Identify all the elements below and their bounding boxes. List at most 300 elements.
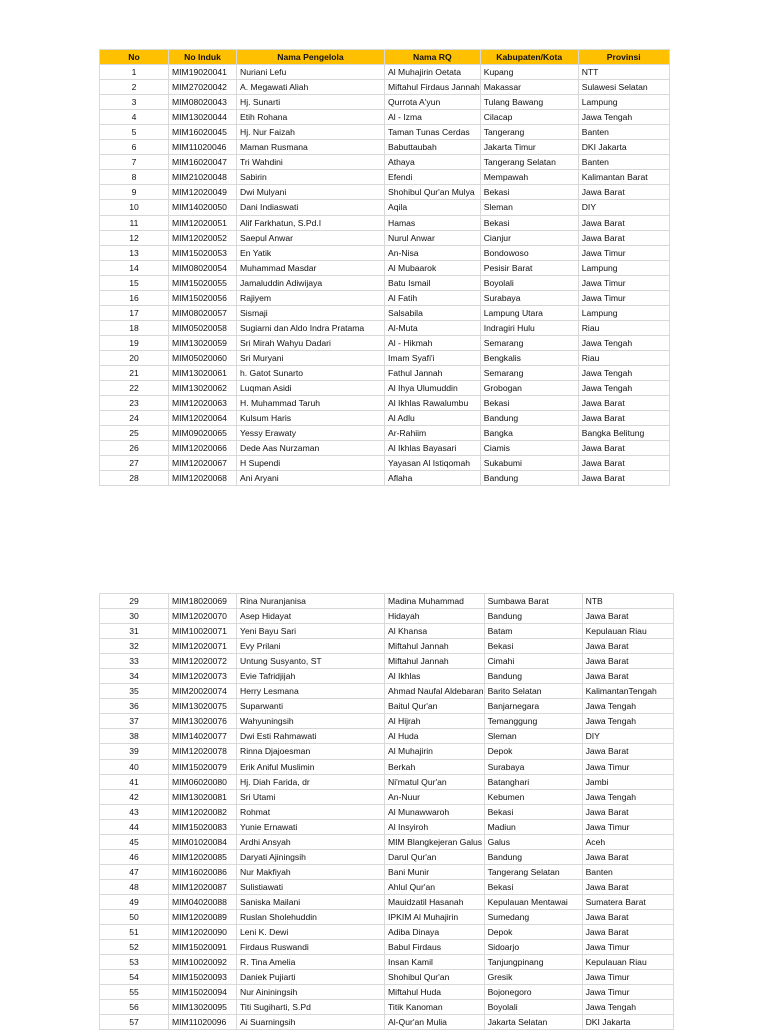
table-row	[100, 365, 670, 380]
cell-kabupaten-kota: Indragiri Hulu	[480, 320, 578, 335]
table-row	[100, 654, 674, 669]
cell-nama-rq: Adiba Dinaya	[385, 925, 485, 940]
cell-no-induk: MIM12020072	[169, 654, 237, 669]
cell-no: 54	[100, 970, 169, 985]
cell-no: 30	[100, 609, 169, 624]
cell-nama-pengelola: Rohmat	[237, 804, 385, 819]
table-row	[100, 471, 670, 486]
cell-provinsi: Jawa Timur	[578, 290, 669, 305]
table-row	[100, 925, 674, 940]
cell-no-induk: MIM05020058	[169, 320, 237, 335]
cell-no: 16	[100, 290, 169, 305]
cell-provinsi: Jawa Barat	[582, 849, 673, 864]
cell-provinsi: Lampung	[578, 260, 669, 275]
cell-nama-rq: Bani Munir	[385, 864, 485, 879]
cell-kabupaten-kota: Depok	[484, 744, 582, 759]
cell-provinsi: Jawa Tengah	[578, 365, 669, 380]
cell-provinsi: Jawa Tengah	[578, 110, 669, 125]
cell-kabupaten-kota: Sleman	[480, 200, 578, 215]
cell-no-induk: MIM15020094	[169, 985, 237, 1000]
cell-nama-pengelola: Sismaji	[237, 305, 385, 320]
table-row	[100, 215, 670, 230]
cell-provinsi: Jawa Barat	[582, 879, 673, 894]
header-nama-rq: Nama RQ	[385, 50, 481, 65]
table-row	[100, 411, 670, 426]
cell-nama-pengelola: Sabirin	[237, 170, 385, 185]
cell-kabupaten-kota: Boyolali	[484, 1000, 582, 1015]
cell-nama-rq: Taman Tunas Cerdas	[385, 125, 481, 140]
cell-nama-pengelola: H. Muhammad Taruh	[237, 396, 385, 411]
cell-no-induk: MIM06020080	[169, 774, 237, 789]
cell-nama-rq: Hamas	[385, 215, 481, 230]
cell-provinsi: Bangka Belitung	[578, 426, 669, 441]
cell-nama-pengelola: Saniska Mailani	[237, 894, 385, 909]
cell-nama-rq: Salsabila	[385, 305, 481, 320]
cell-no-induk: MIM12020052	[169, 230, 237, 245]
cell-kabupaten-kota: Bekasi	[484, 804, 582, 819]
table-row	[100, 95, 670, 110]
cell-provinsi: Jawa Timur	[582, 985, 673, 1000]
cell-kabupaten-kota: Kupang	[480, 65, 578, 80]
cell-provinsi: Lampung	[578, 305, 669, 320]
cell-no: 6	[100, 140, 169, 155]
header-provinsi: Provinsi	[578, 50, 669, 65]
cell-nama-pengelola: Yunie Ernawati	[237, 819, 385, 834]
cell-provinsi: Jawa Tengah	[582, 699, 673, 714]
cell-no-induk: MIM01020084	[169, 834, 237, 849]
cell-kabupaten-kota: Batam	[484, 624, 582, 639]
cell-kabupaten-kota: Tangerang Selatan	[484, 864, 582, 879]
cell-no: 50	[100, 909, 169, 924]
table-row	[100, 170, 670, 185]
cell-nama-pengelola: Sri Mirah Wahyu Dadari	[237, 335, 385, 350]
cell-provinsi: Sumatera Barat	[582, 894, 673, 909]
cell-kabupaten-kota: Tanjungpinang	[484, 955, 582, 970]
cell-nama-pengelola: Evie Tafridjijah	[237, 669, 385, 684]
cell-no-induk: MIM15020079	[169, 759, 237, 774]
cell-nama-pengelola: Leni K. Dewi	[237, 925, 385, 940]
cell-kabupaten-kota: Kebumen	[484, 789, 582, 804]
table-row	[100, 185, 670, 200]
table-row	[100, 594, 674, 609]
table-row	[100, 110, 670, 125]
cell-nama-pengelola: Hj. Diah Farida, dr	[237, 774, 385, 789]
cell-nama-rq: An-Nisa	[385, 245, 481, 260]
cell-nama-pengelola: Ani Aryani	[237, 471, 385, 486]
cell-provinsi: Jawa Barat	[578, 441, 669, 456]
cell-provinsi: Jawa Barat	[582, 744, 673, 759]
cell-nama-pengelola: Kulsum Haris	[237, 411, 385, 426]
cell-no: 20	[100, 350, 169, 365]
cell-no-induk: MIM13020044	[169, 110, 237, 125]
table-row	[100, 1015, 674, 1030]
cell-provinsi: Jawa Tengah	[578, 381, 669, 396]
cell-nama-rq: Al Huda	[385, 729, 485, 744]
cell-kabupaten-kota: Semarang	[480, 365, 578, 380]
table-row	[100, 864, 674, 879]
cell-kabupaten-kota: Bandung	[484, 669, 582, 684]
cell-no: 34	[100, 669, 169, 684]
header-kabupaten-kota: Kabupaten/Kota	[480, 50, 578, 65]
cell-no: 53	[100, 955, 169, 970]
cell-kabupaten-kota: Bekasi	[480, 396, 578, 411]
cell-provinsi: DIY	[578, 200, 669, 215]
cell-no-induk: MIM21020048	[169, 170, 237, 185]
cell-kabupaten-kota: Bandung	[484, 849, 582, 864]
cell-provinsi: Jawa Barat	[578, 396, 669, 411]
cell-kabupaten-kota: Makassar	[480, 80, 578, 95]
cell-provinsi: Jawa Timur	[578, 275, 669, 290]
cell-no: 11	[100, 215, 169, 230]
cell-nama-rq: IPKIM Al Muhajirin	[385, 909, 485, 924]
cell-no: 45	[100, 834, 169, 849]
cell-provinsi: NTB	[582, 594, 673, 609]
cell-nama-rq: Babul Firdaus	[385, 940, 485, 955]
cell-kabupaten-kota: Temanggung	[484, 714, 582, 729]
cell-no-induk: MIM12020089	[169, 909, 237, 924]
cell-nama-pengelola: Rajiyem	[237, 290, 385, 305]
table-row	[100, 1000, 674, 1015]
cell-nama-rq: Shohibul Qur'an	[385, 970, 485, 985]
cell-no-induk: MIM15020053	[169, 245, 237, 260]
cell-no: 29	[100, 594, 169, 609]
cell-kabupaten-kota: Galus	[484, 834, 582, 849]
cell-nama-pengelola: Ruslan Sholehuddin	[237, 909, 385, 924]
cell-nama-pengelola: Sri Muryani	[237, 350, 385, 365]
cell-nama-rq: Al Munawwaroh	[385, 804, 485, 819]
cell-provinsi: Jawa Barat	[582, 669, 673, 684]
table-row	[100, 335, 670, 350]
cell-provinsi: Kalimantan Barat	[578, 170, 669, 185]
cell-no-induk: MIM13020061	[169, 365, 237, 380]
data-table-page-2	[99, 593, 674, 1030]
table-row	[100, 245, 670, 260]
cell-no: 42	[100, 789, 169, 804]
cell-nama-pengelola: Herry Lesmana	[237, 684, 385, 699]
table-row	[100, 849, 674, 864]
cell-kabupaten-kota: Tangerang Selatan	[480, 155, 578, 170]
cell-no: 49	[100, 894, 169, 909]
table-body-page-1	[100, 65, 670, 486]
cell-no: 48	[100, 879, 169, 894]
cell-nama-rq: Batu Ismail	[385, 275, 481, 290]
cell-provinsi: Jawa Barat	[578, 230, 669, 245]
cell-no-induk: MIM12020068	[169, 471, 237, 486]
cell-no-induk: MIM05020060	[169, 350, 237, 365]
cell-no-induk: MIM19020041	[169, 65, 237, 80]
table-row	[100, 940, 674, 955]
cell-no-induk: MIM13020081	[169, 789, 237, 804]
cell-nama-pengelola: Evy Prilani	[237, 639, 385, 654]
cell-nama-rq: Aflaha	[385, 471, 481, 486]
cell-nama-rq: Al Ikhlas Bayasari	[385, 441, 481, 456]
cell-nama-pengelola: Hj. Sunarti	[237, 95, 385, 110]
cell-nama-rq: Babuttaubah	[385, 140, 481, 155]
cell-provinsi: Jawa Barat	[578, 411, 669, 426]
table-row	[100, 381, 670, 396]
cell-nama-pengelola: Sugiarni dan Aldo Indra Pratama	[237, 320, 385, 335]
table-row	[100, 275, 670, 290]
cell-nama-pengelola: Dede Aas Nurzaman	[237, 441, 385, 456]
table-row	[100, 125, 670, 140]
cell-no-induk: MIM11020096	[169, 1015, 237, 1030]
cell-kabupaten-kota: Cimahi	[484, 654, 582, 669]
cell-no: 43	[100, 804, 169, 819]
cell-nama-pengelola: Daryati Ajiningsih	[237, 849, 385, 864]
cell-nama-rq: Yayasan Al Istiqomah	[385, 456, 481, 471]
cell-kabupaten-kota: Bekasi	[480, 185, 578, 200]
table-header-row	[100, 50, 670, 65]
cell-nama-rq: Miftahul Jannah	[385, 654, 485, 669]
cell-kabupaten-kota: Bekasi	[484, 639, 582, 654]
cell-provinsi: Jawa Barat	[582, 804, 673, 819]
cell-no: 18	[100, 320, 169, 335]
table-row	[100, 441, 670, 456]
cell-nama-rq: Al - Izma	[385, 110, 481, 125]
cell-no: 1	[100, 65, 169, 80]
table-row	[100, 609, 674, 624]
table-row	[100, 426, 670, 441]
cell-kabupaten-kota: Semarang	[480, 335, 578, 350]
cell-nama-pengelola: Firdaus Ruswandi	[237, 940, 385, 955]
cell-nama-pengelola: Ai Suarningsih	[237, 1015, 385, 1030]
cell-kabupaten-kota: Sidoarjo	[484, 940, 582, 955]
cell-no: 24	[100, 411, 169, 426]
cell-provinsi: Jawa Barat	[578, 471, 669, 486]
cell-no-induk: MIM13020095	[169, 1000, 237, 1015]
cell-nama-rq: Imam Syafi'i	[385, 350, 481, 365]
cell-kabupaten-kota: Barito Selatan	[484, 684, 582, 699]
cell-no: 25	[100, 426, 169, 441]
cell-kabupaten-kota: Lampung Utara	[480, 305, 578, 320]
cell-nama-rq: Al Ikhlas Rawalumbu	[385, 396, 481, 411]
cell-kabupaten-kota: Gresik	[484, 970, 582, 985]
header-nama-pengelola: Nama Pengelola	[237, 50, 385, 65]
cell-nama-pengelola: Hj. Nur Faizah	[237, 125, 385, 140]
cell-no: 23	[100, 396, 169, 411]
cell-no: 28	[100, 471, 169, 486]
cell-no: 35	[100, 684, 169, 699]
cell-nama-pengelola: Nuriani Lefu	[237, 65, 385, 80]
table-row	[100, 155, 670, 170]
table-row	[100, 456, 670, 471]
cell-provinsi: Jawa Tengah	[578, 335, 669, 350]
cell-kabupaten-kota: Boyolali	[480, 275, 578, 290]
cell-kabupaten-kota: Mempawah	[480, 170, 578, 185]
cell-nama-rq: Al - Hikmah	[385, 335, 481, 350]
cell-no: 46	[100, 849, 169, 864]
cell-kabupaten-kota: Sleman	[484, 729, 582, 744]
cell-no: 38	[100, 729, 169, 744]
cell-nama-pengelola: Dwi Esti Rahmawati	[237, 729, 385, 744]
cell-no-induk: MIM04020088	[169, 894, 237, 909]
table-row	[100, 819, 674, 834]
cell-no: 39	[100, 744, 169, 759]
table-row	[100, 834, 674, 849]
cell-nama-pengelola: Erik Aniful Muslimin	[237, 759, 385, 774]
table-row	[100, 684, 674, 699]
cell-kabupaten-kota: Sukabumi	[480, 456, 578, 471]
cell-provinsi: Jawa Barat	[578, 185, 669, 200]
cell-no: 5	[100, 125, 169, 140]
cell-no: 21	[100, 365, 169, 380]
cell-nama-rq: Al Fatih	[385, 290, 481, 305]
cell-provinsi: Jawa Barat	[578, 456, 669, 471]
cell-nama-rq: Ahmad Naufal Aldebaran	[385, 684, 485, 699]
table-row	[100, 894, 674, 909]
cell-provinsi: Sulawesi Selatan	[578, 80, 669, 95]
cell-nama-rq: Darul Qur'an	[385, 849, 485, 864]
cell-no: 15	[100, 275, 169, 290]
table-row	[100, 955, 674, 970]
cell-nama-pengelola: H Supendi	[237, 456, 385, 471]
table-row	[100, 669, 674, 684]
cell-nama-rq: Al Mubaarok	[385, 260, 481, 275]
table-row	[100, 624, 674, 639]
cell-no-induk: MIM12020070	[169, 609, 237, 624]
cell-provinsi: Lampung	[578, 95, 669, 110]
cell-kabupaten-kota: Jakarta Timur	[480, 140, 578, 155]
table-row	[100, 714, 674, 729]
cell-nama-rq: Fathul Jannah	[385, 365, 481, 380]
cell-nama-rq: Baitul Qur'an	[385, 699, 485, 714]
cell-provinsi: DIY	[582, 729, 673, 744]
cell-kabupaten-kota: Pesisir Barat	[480, 260, 578, 275]
cell-no-induk: MIM08020057	[169, 305, 237, 320]
cell-no-induk: MIM12020049	[169, 185, 237, 200]
cell-kabupaten-kota: Bekasi	[480, 215, 578, 230]
data-table-page-1	[99, 49, 670, 486]
cell-no-induk: MIM13020059	[169, 335, 237, 350]
table-row	[100, 729, 674, 744]
cell-no: 32	[100, 639, 169, 654]
cell-no-induk: MIM12020066	[169, 441, 237, 456]
cell-no-induk: MIM18020069	[169, 594, 237, 609]
cell-provinsi: Kepulauan Riau	[582, 624, 673, 639]
cell-provinsi: NTT	[578, 65, 669, 80]
table-row	[100, 639, 674, 654]
cell-nama-pengelola: Muhammad Masdar	[237, 260, 385, 275]
cell-no: 19	[100, 335, 169, 350]
cell-nama-pengelola: Rinna Djajoesman	[237, 744, 385, 759]
cell-nama-pengelola: En Yatik	[237, 245, 385, 260]
cell-kabupaten-kota: Cianjur	[480, 230, 578, 245]
cell-no: 14	[100, 260, 169, 275]
cell-nama-rq: Ahlul Qur'an	[385, 879, 485, 894]
cell-kabupaten-kota: Bangka	[480, 426, 578, 441]
table-row	[100, 260, 670, 275]
cell-kabupaten-kota: Surabaya	[480, 290, 578, 305]
cell-no: 26	[100, 441, 169, 456]
cell-no: 2	[100, 80, 169, 95]
cell-kabupaten-kota: Bandung	[480, 471, 578, 486]
cell-no: 47	[100, 864, 169, 879]
cell-provinsi: Jawa Timur	[582, 819, 673, 834]
cell-nama-pengelola: Yessy Erawaty	[237, 426, 385, 441]
cell-no-induk: MIM15020091	[169, 940, 237, 955]
cell-nama-pengelola: Ardhi Ansyah	[237, 834, 385, 849]
table-row	[100, 744, 674, 759]
cell-kabupaten-kota: Jakarta Selatan	[484, 1015, 582, 1030]
cell-no: 37	[100, 714, 169, 729]
table-row	[100, 970, 674, 985]
cell-nama-rq: Aqila	[385, 200, 481, 215]
cell-nama-rq: Al Hijrah	[385, 714, 485, 729]
cell-provinsi: Jawa Timur	[582, 970, 673, 985]
cell-nama-rq: MIM Blangkejeran Galus	[385, 834, 485, 849]
cell-nama-pengelola: Suparwanti	[237, 699, 385, 714]
cell-nama-rq: Al Ikhlas	[385, 669, 485, 684]
cell-provinsi: Jawa Barat	[582, 639, 673, 654]
cell-nama-rq: Mauidzatil Hasanah	[385, 894, 485, 909]
cell-nama-pengelola: A. Megawati Aliah	[237, 80, 385, 95]
table-row	[100, 909, 674, 924]
cell-nama-pengelola: Yeni Bayu Sari	[237, 624, 385, 639]
cell-provinsi: Riau	[578, 350, 669, 365]
cell-kabupaten-kota: Depok	[484, 925, 582, 940]
cell-no: 57	[100, 1015, 169, 1030]
cell-provinsi: Jawa Timur	[582, 759, 673, 774]
cell-no-induk: MIM16020047	[169, 155, 237, 170]
cell-provinsi: Riau	[578, 320, 669, 335]
cell-nama-pengelola: Jamaluddin Adiwijaya	[237, 275, 385, 290]
cell-no-induk: MIM27020042	[169, 80, 237, 95]
cell-kabupaten-kota: Cilacap	[480, 110, 578, 125]
cell-no-induk: MIM12020064	[169, 411, 237, 426]
cell-kabupaten-kota: Bengkalis	[480, 350, 578, 365]
cell-no-induk: MIM12020051	[169, 215, 237, 230]
cell-no: 36	[100, 699, 169, 714]
cell-nama-rq: Athaya	[385, 155, 481, 170]
cell-nama-rq: Madina Muhammad	[385, 594, 485, 609]
cell-no-induk: MIM10020071	[169, 624, 237, 639]
cell-no-induk: MIM08020043	[169, 95, 237, 110]
cell-nama-pengelola: Titi Sugiharti, S.Pd	[237, 1000, 385, 1015]
cell-nama-pengelola: Tri Wahdini	[237, 155, 385, 170]
header-no-induk: No Induk	[169, 50, 237, 65]
cell-no-induk: MIM13020075	[169, 699, 237, 714]
cell-nama-rq: Shohibul Qur'an Mulya	[385, 185, 481, 200]
cell-no-induk: MIM12020067	[169, 456, 237, 471]
table-row	[100, 290, 670, 305]
cell-no-induk: MIM13020062	[169, 381, 237, 396]
cell-nama-pengelola: Asep Hidayat	[237, 609, 385, 624]
table-row	[100, 789, 674, 804]
cell-nama-pengelola: Dwi Mulyani	[237, 185, 385, 200]
cell-no-induk: MIM12020087	[169, 879, 237, 894]
cell-kabupaten-kota: Banjarnegara	[484, 699, 582, 714]
cell-no: 44	[100, 819, 169, 834]
cell-kabupaten-kota: Batanghari	[484, 774, 582, 789]
cell-nama-rq: Nurul Anwar	[385, 230, 481, 245]
cell-provinsi: Kepulauan Riau	[582, 955, 673, 970]
cell-nama-pengelola: Daniek Pujiarti	[237, 970, 385, 985]
cell-no: 17	[100, 305, 169, 320]
cell-nama-pengelola: R. Tina Amelia	[237, 955, 385, 970]
table-row	[100, 80, 670, 95]
table-row	[100, 879, 674, 894]
cell-provinsi: DKI Jakarta	[578, 140, 669, 155]
cell-nama-rq: Al Muhajirin	[385, 744, 485, 759]
cell-provinsi: Aceh	[582, 834, 673, 849]
cell-nama-rq: Ar-Rahiim	[385, 426, 481, 441]
cell-no-induk: MIM12020085	[169, 849, 237, 864]
table-row	[100, 759, 674, 774]
cell-no-induk: MIM14020050	[169, 200, 237, 215]
cell-no-induk: MIM12020073	[169, 669, 237, 684]
cell-nama-pengelola: Rina Nuranjanisa	[237, 594, 385, 609]
cell-nama-pengelola: Wahyuningsih	[237, 714, 385, 729]
